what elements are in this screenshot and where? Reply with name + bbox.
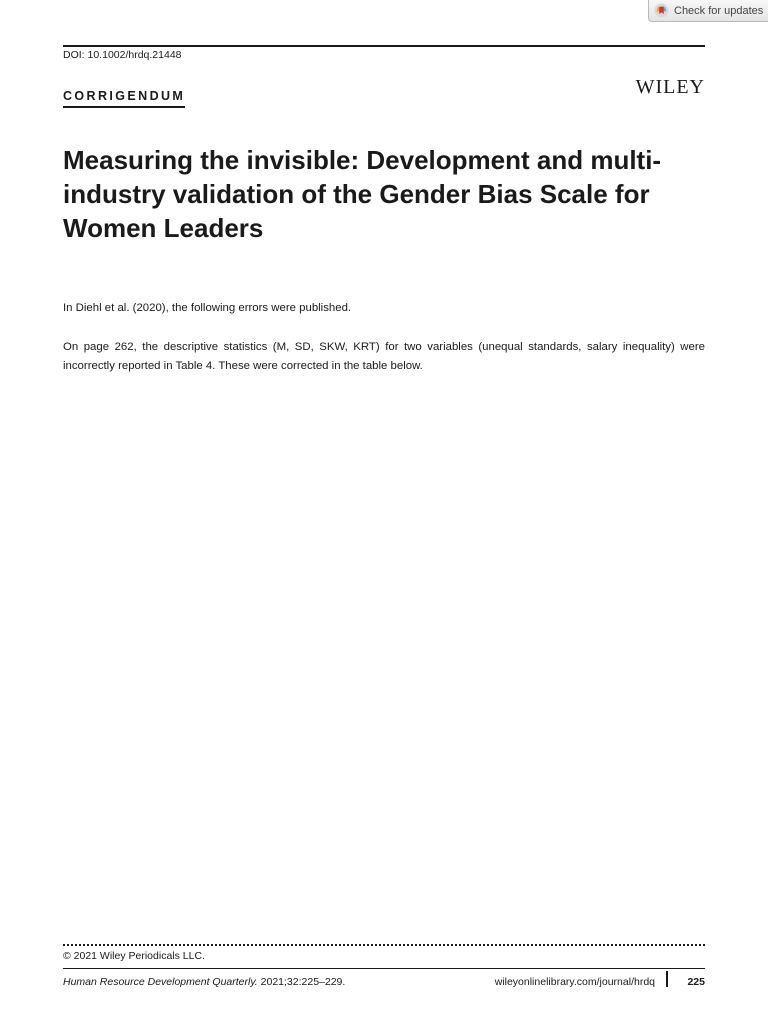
body-paragraph: In Diehl et al. (2020), the following errors were published. (63, 302, 352, 314)
journal-name: Human Resource Development Quarterly. (63, 976, 258, 988)
publisher-logo: WILEY (635, 76, 705, 98)
footer-dotted-rule (63, 944, 705, 946)
title-line: Women Leaders (63, 213, 264, 243)
journal-url-link[interactable]: wileyonlinelibrary.com/journal/hrdq (494, 976, 655, 988)
title-line: industry validation of the Gender Bias Scale for (63, 179, 650, 209)
check-for-updates-label: Check for updates (674, 4, 764, 17)
crossmark-icon (654, 3, 669, 18)
title-line: Measuring the invisible: Development and multi- (63, 145, 662, 175)
check-for-updates-button[interactable] (648, 0, 768, 22)
body-paragraph: On page 262, the descriptive statistics (M, SD, SKW, KRT) for two variables (unequal standards, salary inequality) were incorrectly reported in Table 4. These were corrected in the table below. (63, 341, 705, 372)
doi-text: DOI: 10.1002/hrdq.21448 (63, 49, 182, 61)
citation-details: 2021;32:225–229. (257, 976, 346, 988)
journal-citation (63, 976, 345, 988)
page-number: 225 (687, 976, 705, 988)
copyright-text: © 2021 Wiley Periodicals LLC. (63, 950, 205, 962)
article-title (63, 143, 693, 245)
header-rule (63, 45, 705, 47)
page-number-separator (666, 971, 668, 987)
footer-rule (63, 968, 705, 969)
section-label: CORRIGENDUM (63, 89, 185, 108)
